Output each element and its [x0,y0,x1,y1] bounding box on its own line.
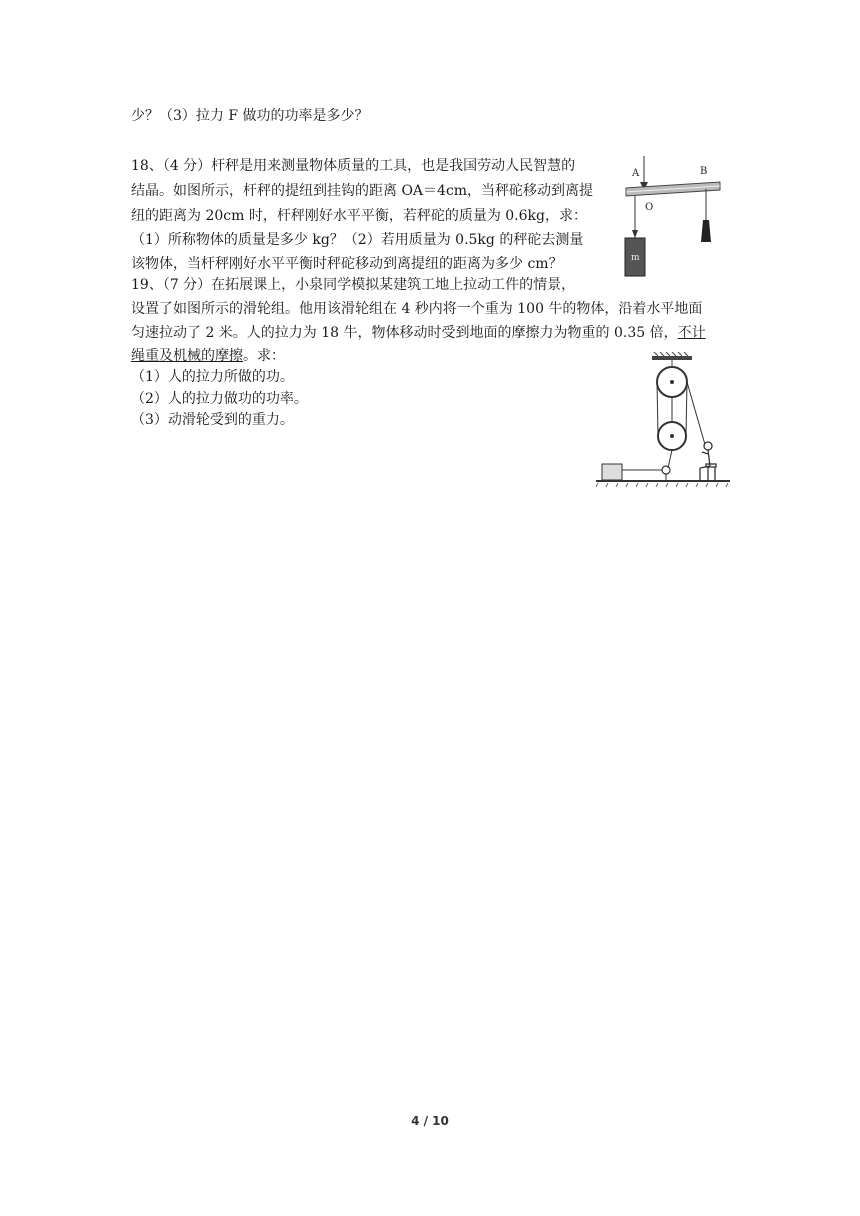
page-number: 4 / 10 [411,1114,449,1128]
q18-line-1: 18、（4 分）杆秤是用来测量物体质量的工具，也是我国劳动人民智慧的 [131,158,576,174]
label-o: O [645,202,654,213]
pulley-figure [594,352,734,494]
steelyard-figure [620,150,730,280]
q17-tail: 少？（3）拉力 F 做功的功率是多少？ [131,108,369,124]
q19-line-2: 设置了如图所示的滑轮组。他用该滑轮组在 4 秒内将一个重为 100 牛的物体，沿着水平地面 [131,301,703,317]
q19-line-4 [131,346,285,366]
q18-line-4: （1）所称物体的质量是多少 kg？（2）若用质量为 0.5kg 的秤砣去测量 [131,232,584,248]
workpiece-block [602,464,622,480]
q19-item-2: （2）人的拉力做功的功率。 [131,391,308,407]
label-m: m [631,253,640,263]
label-b: B [700,166,708,177]
q19-line-3 [131,323,706,343]
q19-item-3: （3）动滑轮受到的重力。 [131,412,294,428]
q19-tail: 。求： [243,348,285,364]
q18-line-3: 纽的距离为 20cm 时，杆秤刚好水平平衡，若秤砣的质量为 0.6kg，求： [131,208,587,224]
label-a: A [632,168,640,179]
q19-underlined-a: 不计 [677,325,706,341]
q19-line-1: 19、（7 分）在拓展课上，小泉同学模拟某建筑工地上拉动工件的情景， [131,277,576,293]
q19-line-3-text: 匀速拉动了 2 米。人的拉力为 18 牛，物体移动时受到地面的摩擦力为物重的 0.35 倍， [131,325,678,341]
q19-item-1: （1）人的拉力所做的功。 [131,369,294,385]
q19-underlined-b: 绳重及机械的摩擦 [131,348,243,364]
counterweight [701,220,711,242]
q18-line-2: 结晶。如图所示，杆秤的提纽到挂钩的距离 OA＝4cm，当秤砣移动到离提 [131,183,594,199]
person [700,442,716,480]
q18-line-5: 该物体，当杆秤刚好水平平衡时秤砣移动到离提纽的距离为多少 cm？ [131,256,563,272]
